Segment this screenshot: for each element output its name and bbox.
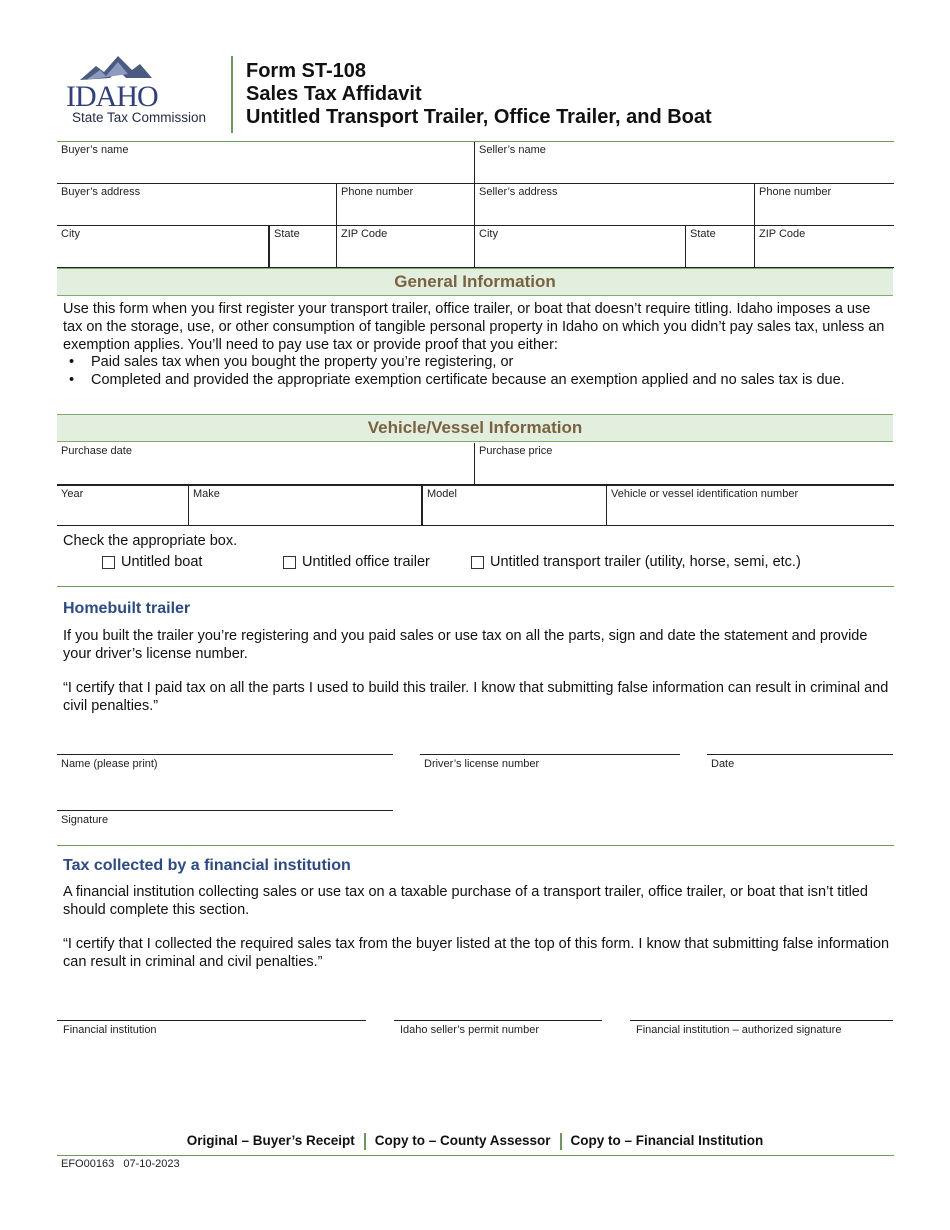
checkbox-label: Untitled office trailer: [302, 554, 430, 570]
signature-field[interactable]: Signature: [57, 810, 393, 826]
make-field[interactable]: Make: [188, 485, 422, 526]
form-number: Form ST-108: [246, 60, 367, 82]
drivers-license-field[interactable]: Driver’s license number: [420, 754, 680, 770]
idaho-logo: [66, 56, 176, 110]
form-title-block: [246, 60, 712, 129]
copy-distribution: [0, 1133, 950, 1150]
untitled-transport-trailer-option[interactable]: [471, 554, 801, 570]
seller-state-field[interactable]: State: [685, 226, 755, 268]
vehicle-information-heading: Vehicle/Vessel Information: [57, 414, 893, 442]
list-item: • Paid sales tax when you bought the property you’re registering, or: [63, 353, 891, 371]
untitled-boat-checkbox[interactable]: [102, 556, 115, 569]
seller-permit-field[interactable]: Idaho seller’s permit number: [394, 1020, 602, 1036]
form-code: EFO00163 07-10-2023: [61, 1158, 180, 1170]
agency-name: State Tax Commission: [72, 110, 207, 125]
checkbox-label: Untitled boat: [121, 554, 203, 570]
checkbox-label: Untitled transport trailer (utility, horse, semi, etc.): [490, 554, 801, 570]
buyer-state-field[interactable]: State: [268, 226, 337, 268]
buyer-city-field[interactable]: City: [57, 226, 269, 268]
buyer-phone-field[interactable]: Phone number: [336, 184, 475, 226]
seller-phone-field[interactable]: Phone number: [754, 184, 894, 226]
untitled-transport-trailer-checkbox[interactable]: [471, 556, 484, 569]
footer-rule: [57, 1155, 894, 1156]
name-print-field[interactable]: Name (please print): [57, 754, 393, 770]
date-field[interactable]: Date: [707, 754, 893, 770]
financial-certification: “I certify that I collected the required sales tax from the buyer listed at the top of this form. I know that submitting false information can result in criminal and civil penalties.”: [63, 936, 890, 970]
check-prompt: Check the appropriate box.: [63, 533, 238, 549]
section-rule: [57, 845, 894, 846]
footer-divider: [364, 1133, 366, 1150]
seller-city-field[interactable]: City: [474, 226, 686, 268]
header-divider: [231, 56, 233, 133]
seller-address-field[interactable]: Seller’s address: [474, 184, 755, 226]
general-information-heading: General Information: [57, 268, 893, 296]
footer-divider: [560, 1133, 562, 1150]
homebuilt-instructions: If you built the trailer you’re registering and you paid sales or use tax on all the parts, sign and date the statement and provide your driver’s license number.: [63, 628, 868, 662]
general-intro: Use this form when you first register your transport trailer, office trailer, or boat that doesn’t require titling. Idaho imposes a use tax on the storage, use, or other consumption of tangible personal property in Idaho on which you didn’t pay sales tax, unless an exemption applies. You’ll need to pay use tax or provide proof that you either:: [63, 301, 885, 353]
logo-text: IDAHO: [66, 80, 158, 110]
form-subtitle: Untitled Transport Trailer, Office Trailer, and Boat: [246, 106, 712, 128]
copy-original: Original – Buyer’s Receipt: [186, 1133, 355, 1149]
buyer-name-field[interactable]: Buyer’s name: [57, 142, 475, 184]
untitled-office-trailer-checkbox[interactable]: [283, 556, 296, 569]
copy-financial: Copy to – Financial Institution: [570, 1133, 764, 1149]
year-field[interactable]: Year: [57, 485, 189, 526]
copy-county: Copy to – County Assessor: [374, 1133, 551, 1149]
buyer-address-field[interactable]: Buyer’s address: [57, 184, 337, 226]
financial-instructions: A financial institution collecting sales or use tax on a taxable purchase of a transport trailer, office trailer, or boat that isn’t titled should complete this section.: [63, 884, 868, 918]
vin-field[interactable]: Vehicle or vessel identification number: [606, 485, 894, 526]
financial-heading: Tax collected by a financial institution: [63, 857, 351, 874]
purchase-date-field[interactable]: Purchase date: [57, 443, 475, 485]
model-field[interactable]: Model: [421, 485, 607, 526]
financial-institution-field[interactable]: Financial institution: [57, 1020, 366, 1036]
authorized-signature-field[interactable]: Financial institution – authorized signature: [630, 1020, 893, 1036]
general-bullets: [63, 353, 891, 389]
untitled-office-trailer-option[interactable]: [283, 554, 430, 570]
seller-name-field[interactable]: Seller’s name: [474, 142, 894, 184]
purchase-price-field[interactable]: Purchase price: [474, 443, 894, 485]
section-rule: [57, 586, 894, 587]
form-title: Sales Tax Affidavit: [246, 83, 422, 105]
seller-zip-field[interactable]: ZIP Code: [754, 226, 894, 268]
list-item: • Completed and provided the appropriate exemption certificate because an exemption applied and no sales tax is due.: [63, 371, 891, 389]
buyer-zip-field[interactable]: ZIP Code: [336, 226, 475, 268]
homebuilt-certification: “I certify that I paid tax on all the parts I used to build this trailer. I know that submitting false information can result in criminal and civil penalties.”: [63, 680, 889, 714]
untitled-boat-option[interactable]: [102, 554, 202, 570]
homebuilt-heading: Homebuilt trailer: [63, 600, 191, 617]
